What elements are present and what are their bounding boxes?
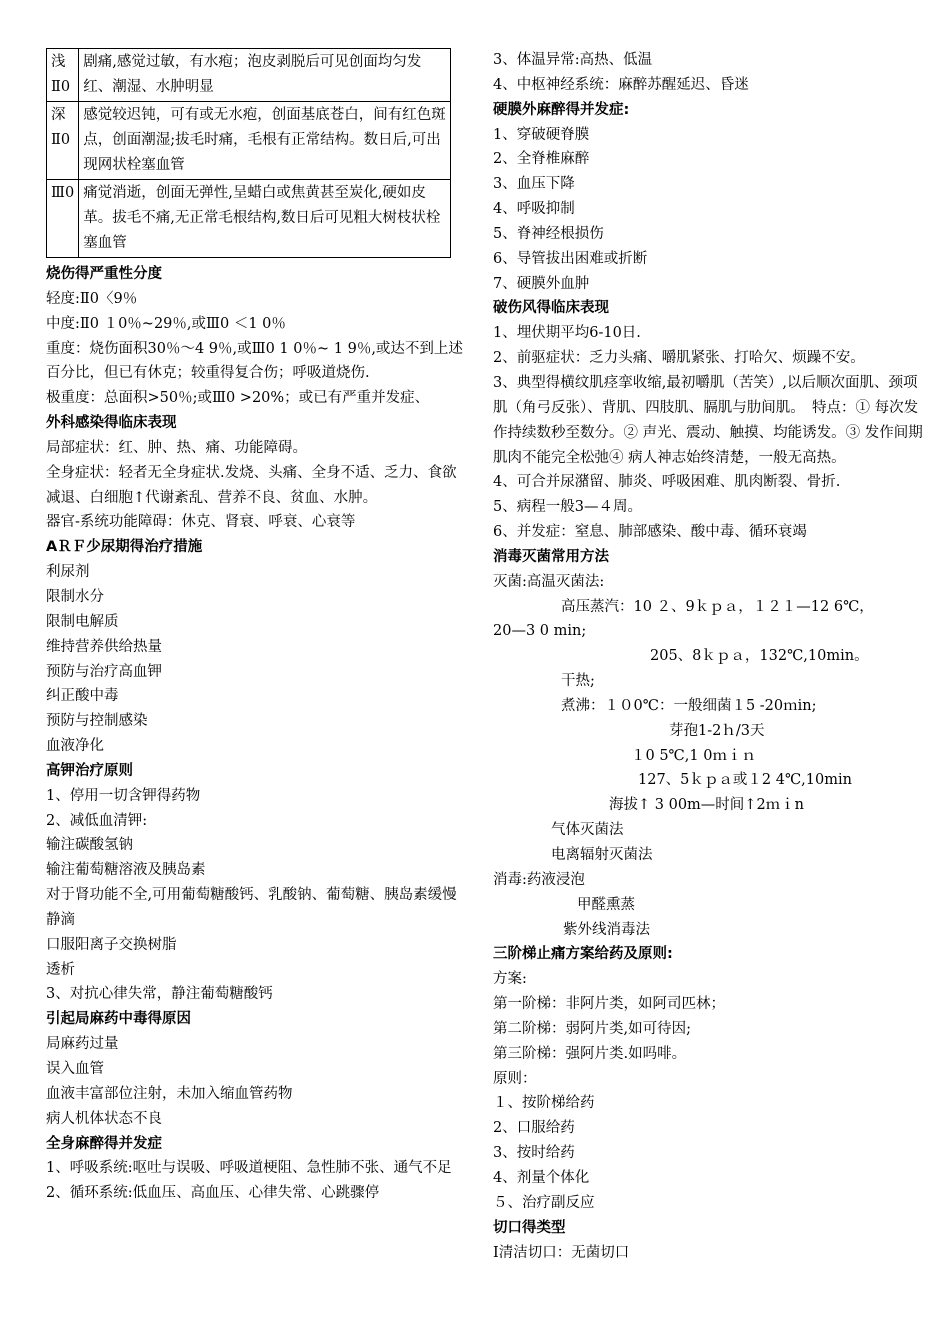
text-line: 2、前驱症状：乏力头痛、嚼肌紧张、打哈欠、烦躁不安。 bbox=[493, 350, 865, 367]
text-line: 输注碳酸氢钠 bbox=[46, 837, 133, 854]
text-line: 海拔↑ 3 00m—时间↑2ｍｉn bbox=[609, 797, 805, 814]
text-line: 气体灭菌法 bbox=[551, 822, 624, 839]
text-line: 透析 bbox=[46, 961, 75, 978]
text-line: 2、循环系统:低血压、高血压、心律失常、心跳骤停 bbox=[46, 1185, 380, 1202]
text-line: 输注葡萄糖溶液及胰岛素 bbox=[46, 862, 206, 879]
text-line: 6、并发症：窒息、肺部感染、酸中毒、循环衰竭 bbox=[493, 524, 807, 541]
right-column bbox=[493, 48, 925, 1265]
text-line: 电离辐射灭菌法 bbox=[551, 847, 653, 863]
section-heading: 外科感染得临床表现 bbox=[46, 415, 177, 432]
text-line: 消毒:药液浸泡 bbox=[493, 871, 585, 888]
text-line: 口服阳离子交换树脂 bbox=[46, 936, 177, 953]
burn-grade: 浅Ⅱ0 bbox=[47, 49, 79, 102]
text-line: 4、剂量个体化 bbox=[493, 1169, 590, 1186]
text-line: 5、脊神经根损伤 bbox=[493, 225, 604, 242]
text-line: 127、5ｋｐａ或１2 4℃,10min bbox=[638, 772, 852, 789]
burn-depth-table bbox=[46, 48, 451, 258]
text-line: 局麻药过量 bbox=[46, 1036, 119, 1053]
section-heading: 切口得类型 bbox=[493, 1219, 566, 1236]
text-line: 限制电解质 bbox=[46, 613, 119, 630]
burn-description: 痛觉消逝，创面无弹性,呈蜡白或焦黄甚至炭化,硬如皮革。拔毛不痛,无正常毛根结构,数日后可见粗大树枝状栓塞血管 bbox=[79, 180, 451, 258]
text-line: 器官-系统功能障碍：休克、肾衰、呼衰、心衰等 bbox=[46, 514, 356, 531]
text-line: 1、埋伏期平均6-10日. bbox=[493, 325, 641, 342]
text-line: 2、口服给药 bbox=[493, 1120, 575, 1137]
text-line: 5、病程一般3—４周。 bbox=[493, 499, 642, 516]
text-line: 纠正酸中毒 bbox=[46, 688, 119, 705]
text-line: 3、按时给药 bbox=[493, 1145, 575, 1162]
text-paragraph: 3、典型得横纹肌痉挛收缩,最初嚼肌（苦笑）,以后顺次面肌、颈项肌（角弓反张）、背肌、四肢肌、膈肌与肋间肌。 特点：① 每次发作持续数秒至数分。② 声光、震动、触摸、均能诱发。③ 发作间期肌肉不能完全松弛④ 病人神志始终清楚，一般无高热。 bbox=[493, 374, 923, 466]
text-line: 中度:Ⅱ0 １0％~29％,或Ⅲ0 ＜1 0％ bbox=[46, 315, 286, 332]
text-line: 预防与控制感染 bbox=[46, 713, 148, 730]
text-line: 限制水分 bbox=[46, 588, 104, 605]
table-row bbox=[47, 102, 451, 180]
text-line: 预防与治疗高血钾 bbox=[46, 663, 162, 680]
burn-grade: 深Ⅱ0 bbox=[47, 102, 79, 180]
text-line: 方案: bbox=[493, 971, 527, 988]
text-line: 第三阶梯：强阿片类.如吗啡。 bbox=[493, 1045, 687, 1062]
text-line: 灭菌:高温灭菌法: bbox=[493, 573, 605, 590]
section-heading: 高钾治疗原则 bbox=[46, 762, 133, 779]
text-line: 局部症状：红、肿、热、痛、功能障碍。 bbox=[46, 439, 307, 456]
left-column bbox=[46, 48, 464, 1206]
table-row bbox=[47, 180, 451, 258]
text-line: I清洁切口：无菌切口 bbox=[493, 1244, 630, 1261]
text-line: 利尿剂 bbox=[46, 564, 90, 581]
text-line: 4、中枢神经系统：麻醉苏醒延迟、昏迷 bbox=[493, 76, 749, 93]
text-paragraph: 重度：烧伤面积30％～4 9％,或Ⅲ0 1 0％~ 1 9％,或达不到上述百分比，但已有休克；较重得复合伤；呼吸道烧伤. bbox=[46, 340, 463, 382]
text-line: 病人机体状态不良 bbox=[46, 1110, 162, 1127]
text-line: 2、全脊椎麻醉 bbox=[493, 151, 590, 168]
text-line: 煮沸：１０0℃：一般细菌１5 -20ｍin; bbox=[561, 697, 817, 714]
text-line: 维持营养供给热量 bbox=[46, 638, 162, 655]
text-line: 4、呼吸抑制 bbox=[493, 201, 575, 218]
text-line: 轻度:Ⅱ0〈9％ bbox=[46, 290, 138, 307]
text-line: 芽孢1-2ｈ/3天 bbox=[669, 722, 765, 739]
section-heading: 烧伤得严重性分度 bbox=[46, 266, 162, 282]
text-line: 4、可合并尿潴留、肺炎、呼吸困难、肌肉断裂、骨折. bbox=[493, 474, 841, 491]
section-heading: 消毒灭菌常用方法 bbox=[493, 548, 609, 565]
text-line: 3、血压下降 bbox=[493, 176, 575, 193]
burn-description: 剧痛,感觉过敏，有水疱；泡皮剥脱后可见创面均匀发红、潮湿、水肿明显 bbox=[79, 49, 451, 102]
burn-grade: Ⅲ0 bbox=[47, 180, 79, 258]
section-heading: 硬膜外麻醉得并发症: bbox=[493, 101, 630, 118]
text-line: 3、体温异常:高热、低温 bbox=[493, 52, 653, 68]
text-line: 3、对抗心律失常，静注葡萄糖酸钙 bbox=[46, 986, 273, 1003]
text-line: 20—3 0 min; bbox=[493, 623, 587, 640]
table-row bbox=[47, 49, 451, 102]
section-heading: 引起局麻药中毒得原因 bbox=[46, 1011, 191, 1028]
section-heading: 三阶梯止痛方案给药及原则: bbox=[493, 946, 673, 963]
text-line: １、按阶梯给药 bbox=[493, 1095, 595, 1112]
text-line: 1、穿破硬脊膜 bbox=[493, 126, 590, 143]
text-line: 第一阶梯：非阿片类，如阿司匹林； bbox=[493, 996, 725, 1013]
text-line: 干热; bbox=[561, 673, 595, 690]
section-heading: AＲＦ少尿期得治疗措施 bbox=[46, 539, 203, 556]
text-line: 205、8ｋｐａ，132℃,10min。 bbox=[650, 648, 869, 665]
section-heading: 全身麻醉得并发症 bbox=[46, 1135, 162, 1152]
text-line: 高压蒸汽：10 ２、9ｋｐａ，１２１—12 6℃， bbox=[561, 598, 874, 615]
text-line: 误入血管 bbox=[46, 1061, 104, 1077]
burn-description: 感觉较迟钝，可有或无水疱，创面基底苍白，间有红色斑点，创面潮湿;拔毛时痛，毛根有正常结构。数日后,可出现网状栓塞血管 bbox=[79, 102, 451, 180]
text-line: 第二阶梯：弱阿片类,如可待因; bbox=[493, 1020, 691, 1037]
text-paragraph: 全身症状：轻者无全身症状.发烧、头痛、全身不适、乏力、食欲减退、白细胞↑代谢紊乱、营养不良、贫血、水肿。 bbox=[46, 464, 457, 506]
text-line: 紫外线消毒法 bbox=[563, 921, 650, 938]
section-heading: 破伤风得临床表现 bbox=[493, 300, 609, 317]
text-line: １0 5℃,1 0ｍｉｎ bbox=[631, 747, 756, 764]
text-line: 极重度：总面积>50％;或Ⅲ0 >20%；或已有严重并发症、 bbox=[46, 390, 430, 407]
text-line: 原则： bbox=[493, 1070, 537, 1087]
text-line: 血液净化 bbox=[46, 738, 104, 755]
text-paragraph: 1、呼吸系统:呕吐与误吸、呼吸道梗阻、急性肺不张、通气不足 bbox=[46, 1160, 452, 1177]
text-line: 7、硬膜外血肿 bbox=[493, 275, 590, 292]
text-line: 6、导管拔出困难或折断 bbox=[493, 250, 648, 267]
text-line: 甲醛熏蒸 bbox=[577, 896, 635, 913]
text-line: 血液丰富部位注射，未加入缩血管药物 bbox=[46, 1085, 293, 1102]
text-line: 2、减低血清钾: bbox=[46, 812, 148, 829]
text-paragraph: 对于肾功能不全,可用葡萄糖酸钙、乳酸钠、葡萄糖、胰岛素缓慢静滴 bbox=[46, 887, 457, 928]
text-line: 1、停用一切含钾得药物 bbox=[46, 787, 201, 804]
text-line: ５、治疗副反应 bbox=[493, 1194, 595, 1211]
